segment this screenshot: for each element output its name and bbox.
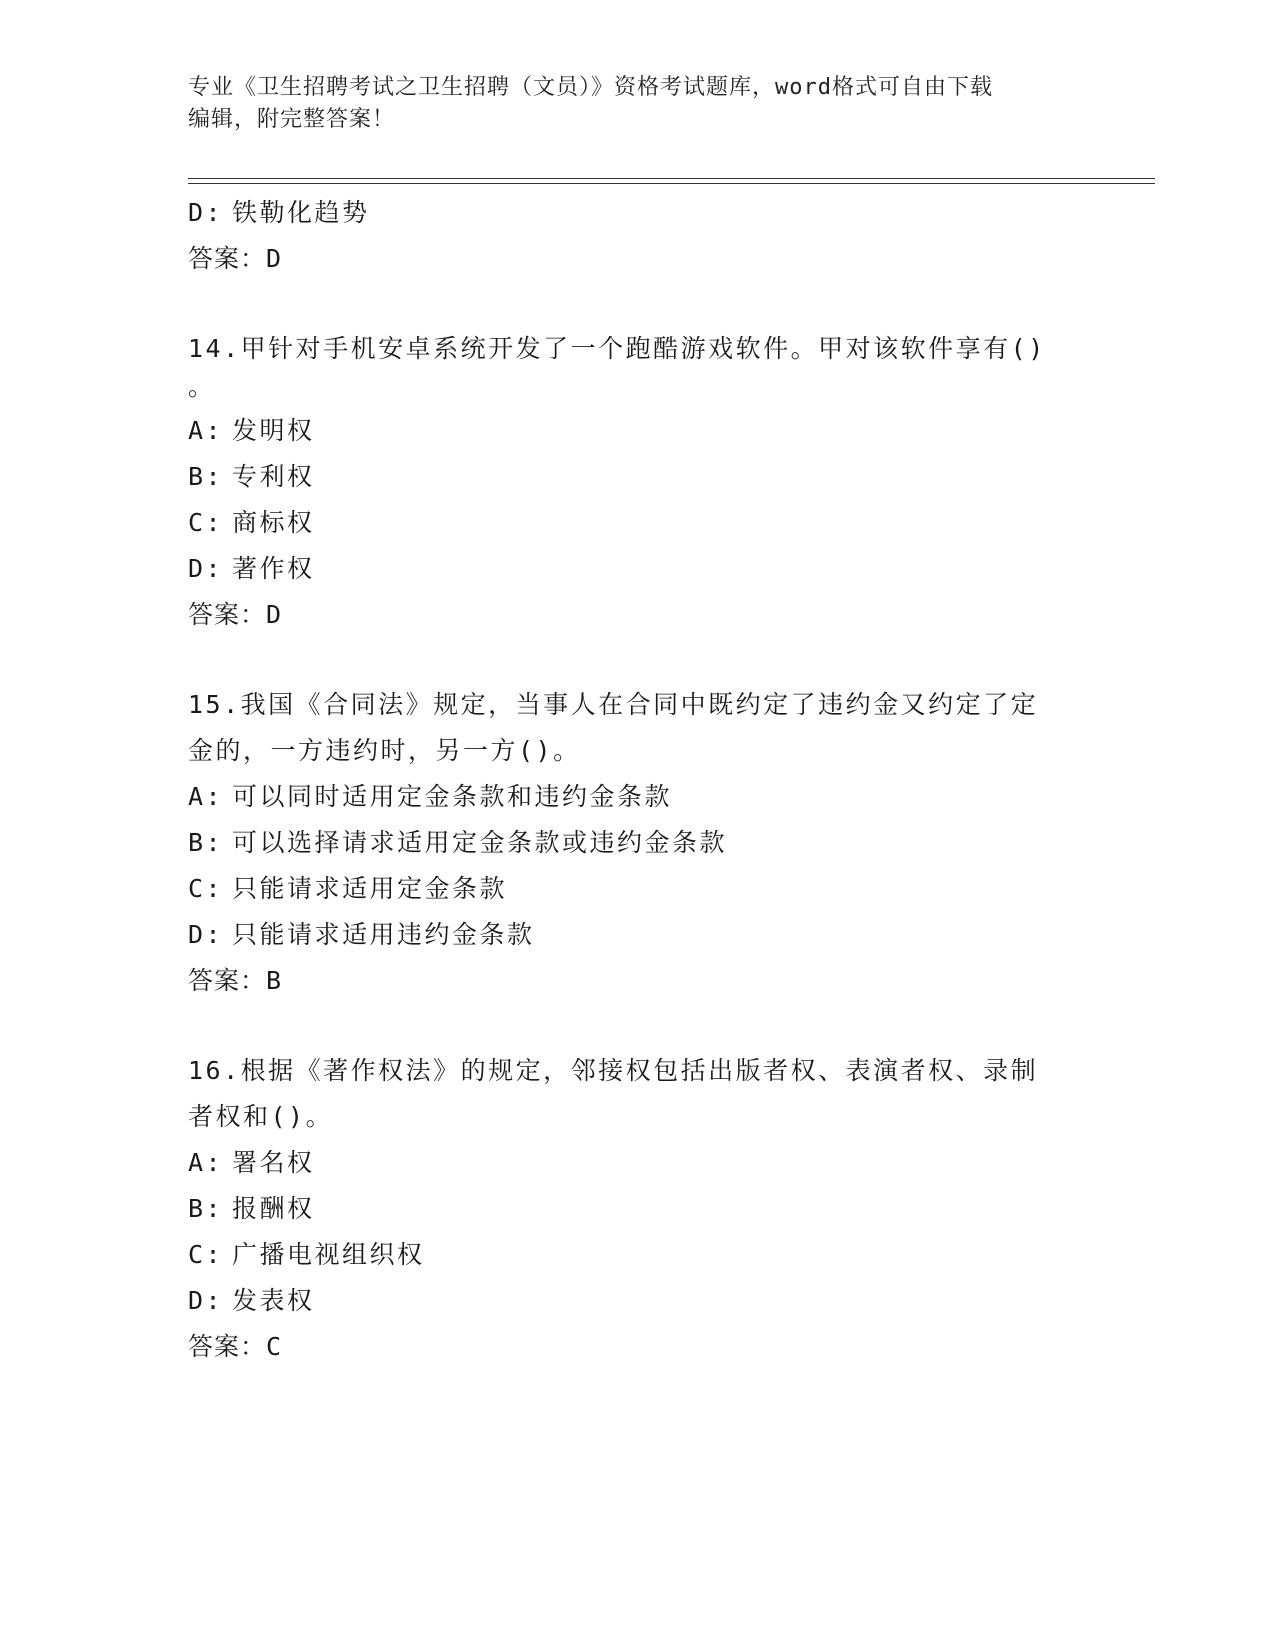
option-text: 署名权 — [232, 1148, 315, 1177]
question-14 — [188, 326, 1078, 638]
option-b — [188, 1186, 1078, 1232]
option-text: 铁勒化趋势 — [232, 198, 370, 227]
option-label: B: — [188, 462, 224, 491]
question-text-line-2: 。 — [188, 372, 216, 401]
option-label: B: — [188, 828, 224, 857]
option-a — [188, 774, 1078, 820]
option-d — [188, 190, 1078, 236]
answer-line — [188, 958, 1078, 1004]
option-label: D: — [188, 920, 224, 949]
answer-value: B — [266, 966, 283, 995]
document-header — [188, 72, 1078, 136]
option-label: B: — [188, 1194, 224, 1223]
header-line-2: 编辑，附完整答案！ — [188, 107, 396, 132]
option-text: 广播电视组织权 — [232, 1240, 425, 1269]
option-label: C: — [188, 874, 224, 903]
option-text: 报酬权 — [232, 1194, 315, 1223]
option-label: D: — [188, 554, 224, 583]
option-text: 可以同时适用定金条款和违约金条款 — [232, 782, 673, 811]
header-line-1: 专业《卫生招聘考试之卫生招聘（文员）》资格考试题库，word格式可自由下载 — [188, 75, 993, 100]
answer-line — [188, 592, 1078, 638]
question-15 — [188, 682, 1078, 1004]
question-content — [188, 190, 1078, 1370]
option-b — [188, 454, 1078, 500]
answer-value: D — [266, 244, 283, 273]
answer-prefix: 答案： — [188, 966, 267, 995]
answer-line — [188, 1324, 1078, 1370]
option-text: 只能请求适用定金条款 — [232, 874, 508, 903]
option-label: A: — [188, 416, 224, 445]
answer-prefix: 答案： — [188, 244, 267, 273]
option-text: 只能请求适用违约金条款 — [232, 920, 535, 949]
option-text: 可以选择请求适用定金条款或违约金条款 — [232, 828, 728, 857]
question-text-line-1: 15.我国《合同法》规定，当事人在合同中既约定了违约金又约定了定 — [188, 690, 1039, 719]
question-16 — [188, 1048, 1078, 1370]
option-c — [188, 1232, 1078, 1278]
option-label: C: — [188, 1240, 224, 1269]
question-text-line-2: 者权和()。 — [188, 1102, 334, 1131]
answer-value: C — [266, 1332, 283, 1361]
question-text-line-1: 16.根据《著作权法》的规定，邻接权包括出版者权、表演者权、录制 — [188, 1056, 1039, 1085]
answer-line — [188, 236, 1078, 282]
question-text-line-2: 金的，一方违约时，另一方()。 — [188, 736, 581, 765]
option-label: A: — [188, 1148, 224, 1177]
option-d — [188, 912, 1078, 958]
header-divider-top — [188, 178, 1155, 179]
answer-prefix: 答案： — [188, 1332, 267, 1361]
option-label: A: — [188, 782, 224, 811]
answer-value: D — [266, 600, 283, 629]
option-c — [188, 500, 1078, 546]
option-d — [188, 546, 1078, 592]
header-divider-bottom — [188, 183, 1155, 184]
option-text: 发明权 — [232, 416, 315, 445]
option-label: C: — [188, 508, 224, 537]
question-text-line-1: 14.甲针对手机安卓系统开发了一个跑酷游戏软件。甲对该软件享有() — [188, 334, 1046, 363]
option-label: D: — [188, 1286, 224, 1315]
option-a — [188, 1140, 1078, 1186]
option-text: 著作权 — [232, 554, 315, 583]
option-b — [188, 820, 1078, 866]
option-a — [188, 408, 1078, 454]
option-text: 发表权 — [232, 1286, 315, 1315]
option-text: 商标权 — [232, 508, 315, 537]
option-d — [188, 1278, 1078, 1324]
option-label: D: — [188, 198, 224, 227]
answer-prefix: 答案： — [188, 600, 267, 629]
option-c — [188, 866, 1078, 912]
option-text: 专利权 — [232, 462, 315, 491]
